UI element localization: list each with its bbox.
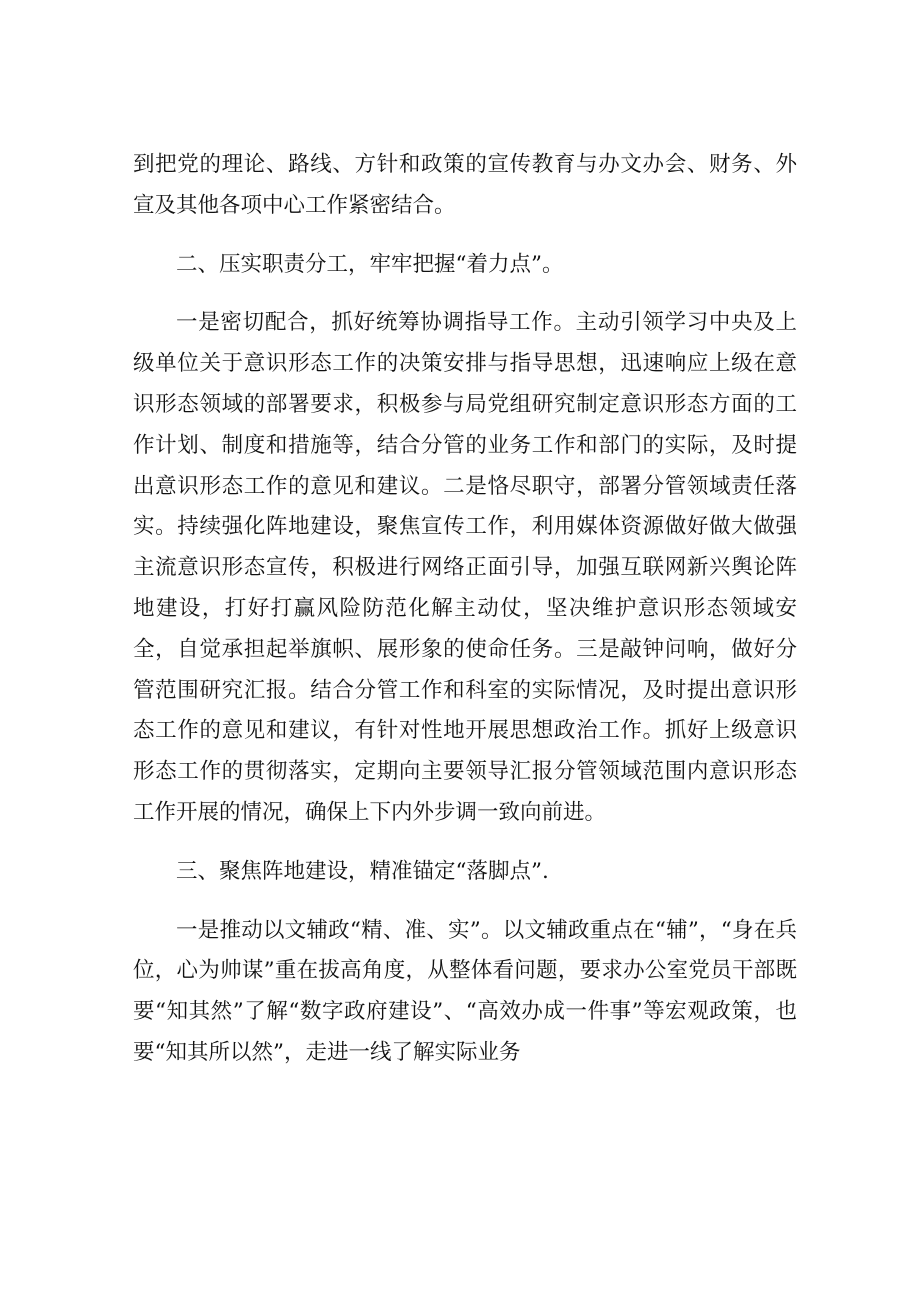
paragraph-section-3-body: 一是推动以文辅政“精、准、实”。以文辅政重点在“辅”，“身在兵位，心为帅谋”重在拔高角度，从整体看问题，要求办公室党员干部既要“知其然”了解“数字政府建设”、“高效办成一件事”等宏观政策，也要“知其所以然”，走进一线了解实际业务 — [133, 917, 797, 1065]
section-heading-2: 二、压实职责分工，牢牢把握“着力点”。 — [176, 251, 564, 277]
paragraph-section-2-body: 一是密切配合，抓好统筹协调指导工作。主动引领学习中央及上级单位关于意识形态工作的决策安排与指导思想，迅速响应上级在意识形态领域的部署要求，积极参与局党组研究制定意识形态方面的工作计划、制度和措施等，结合分管的业务工作和部门的实际，及时提出意识形态工作的意见和建议。二是恪尽职守，部署分管领域责任落实。持续强化阵地建设，聚焦宣传工作，利用媒体资源做好做大做强主流意识形态宣传，积极进行网络正面引导，加强互联网新兴舆论阵地建设，打好打赢风险防范化解主动仗，坚决维护意识形态领域安全，自觉承担起举旗帜、展形象的使命任务。三是敲钟问响，做好分管范围研究汇报。结合分管工作和科室的实际情况，及时提出意识形态工作的意见和建议，有针对性地开展思想政治工作。抓好上级意识形态工作的贯彻落实，定期向主要领导汇报分管领域范围内意识形态工作开展的情况，确保上下内外步调一致向前进。 — [133, 310, 797, 825]
paragraph-continuation: 到把党的理论、路线、方针和政策的宣传教育与办文办会、财务、外宣及其他各项中心工作紧密结合。 — [133, 152, 797, 218]
section-heading-3: 三、聚焦阵地建设，精准锚定“落脚点”. — [176, 858, 549, 884]
document-body — [133, 145, 797, 1074]
